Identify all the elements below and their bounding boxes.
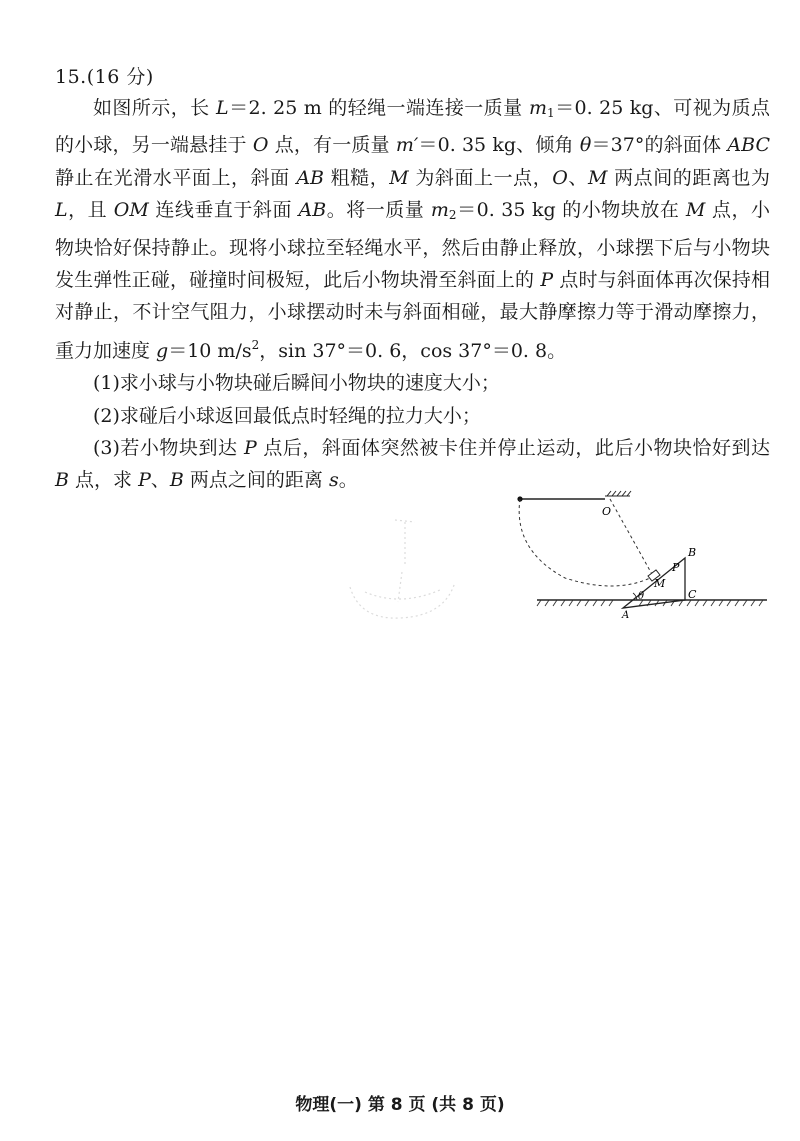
text-segment: 两点之间的距离 — [183, 469, 329, 492]
var-m-prime: m′ — [395, 134, 419, 157]
question-points: (16 分) — [86, 66, 154, 88]
var-AB: AB — [298, 199, 327, 222]
var-M: M — [685, 199, 706, 222]
text-segment: ＝0. 35 kg 的小物块放在 — [456, 199, 686, 222]
text-segment: ＝37°的斜面体 — [591, 134, 728, 157]
text-segment: 粗糙， — [324, 166, 390, 189]
text-segment: 。将一质量 — [326, 199, 431, 222]
text-segment: (3)若小物块到达 — [93, 437, 244, 460]
label-M: M — [654, 577, 666, 590]
var-O: O — [252, 134, 269, 157]
label-A: A — [622, 610, 630, 620]
question-header — [55, 62, 154, 89]
var-theta: θ — [579, 134, 592, 157]
label-C: C — [688, 588, 697, 601]
label-P: P — [672, 561, 680, 574]
var-B: B — [55, 469, 69, 492]
sub-question-1: (1)求小球与小物块碰后瞬间小物块的速度大小； — [93, 372, 500, 395]
text-segment: 静止在光滑水平面上，斜面 — [55, 166, 297, 189]
subscript: 1 — [547, 106, 555, 120]
problem-statement — [55, 92, 770, 367]
page-footer: 物理(一) 第 8 页 (共 8 页) — [295, 1095, 505, 1115]
text-segment: 点，有一质量 — [268, 134, 396, 157]
var-M: M — [389, 166, 409, 189]
label-O: O — [602, 505, 612, 518]
var-OM: OM — [113, 199, 149, 222]
var-m2: m — [430, 199, 449, 222]
question-number: 15. — [55, 66, 87, 88]
pendulum-incline-figure — [505, 490, 775, 620]
swing-path — [519, 499, 650, 586]
var-P: P — [138, 469, 151, 492]
var-M: M — [588, 166, 608, 189]
text-segment: ＝0. 25 kg、可视为质点的小球，另一端悬挂于 — [55, 97, 771, 157]
superscript: 2 — [251, 337, 260, 352]
text-segment: 点时与斜面体再次保持相对静止，不计空气阻力，小球摆动时未与斜面相碰，最大静摩擦力等于滑动摩擦力，重力加速度 — [55, 269, 770, 362]
var-O: O — [552, 166, 568, 189]
text-segment: 连线垂直于斜面 — [148, 199, 299, 222]
text-segment: 如图所示，长 — [93, 97, 217, 119]
text-segment: 、 — [567, 166, 588, 189]
var-ABC: ABC — [727, 134, 770, 157]
text-segment: ＝0. 35 kg、倾角 — [418, 134, 580, 157]
question-body — [55, 92, 770, 497]
var-L: L — [216, 97, 229, 119]
text-segment: 点，小物块恰好保持静止。现将小球拉至轻绳水平，然后由静止释放，小球摆下后与小物块发生弹性正碰，碰撞时间极短，此后小物块滑至斜面上的 — [55, 199, 770, 292]
var-P: P — [244, 437, 257, 460]
sub-question-2: (2)求碰后小球返回最低点时轻绳的拉力大小； — [93, 404, 481, 427]
trig-values: sin 37°＝0. 6，cos 37°＝0. 8。 — [278, 339, 567, 362]
var-AB: AB — [296, 166, 325, 189]
text-segment: 点后，斜面体突然被卡住并停止运动，此后小物块恰好到达 — [256, 437, 770, 460]
text-segment: ＝2. 25 m 的轻绳一端连接一质量 — [228, 97, 529, 119]
text-segment: ＝10 m/s — [168, 339, 252, 362]
figure-svg — [505, 490, 775, 620]
var-g: g — [156, 339, 169, 362]
var-B: B — [169, 469, 184, 492]
var-m1: m — [529, 97, 548, 119]
var-L: L — [55, 199, 68, 222]
subscript: 2 — [448, 208, 457, 223]
label-B: B — [688, 546, 697, 559]
text-segment: 、 — [150, 469, 170, 492]
text-segment: ， — [259, 339, 279, 362]
text-segment: 。 — [338, 469, 358, 492]
text-segment: 两点间的距离也为 — [607, 166, 770, 189]
var-s: s — [328, 469, 339, 492]
text-segment: ，且 — [67, 199, 114, 222]
text-segment: 点，求 — [68, 469, 139, 492]
sub-question-3 — [55, 432, 770, 497]
ceiling-support — [605, 491, 631, 496]
var-P: P — [540, 269, 554, 292]
line-OM — [610, 499, 653, 576]
label-theta: θ — [638, 591, 645, 602]
bleed-through-mark — [340, 512, 465, 622]
text-segment: 为斜面上一点， — [408, 166, 553, 189]
